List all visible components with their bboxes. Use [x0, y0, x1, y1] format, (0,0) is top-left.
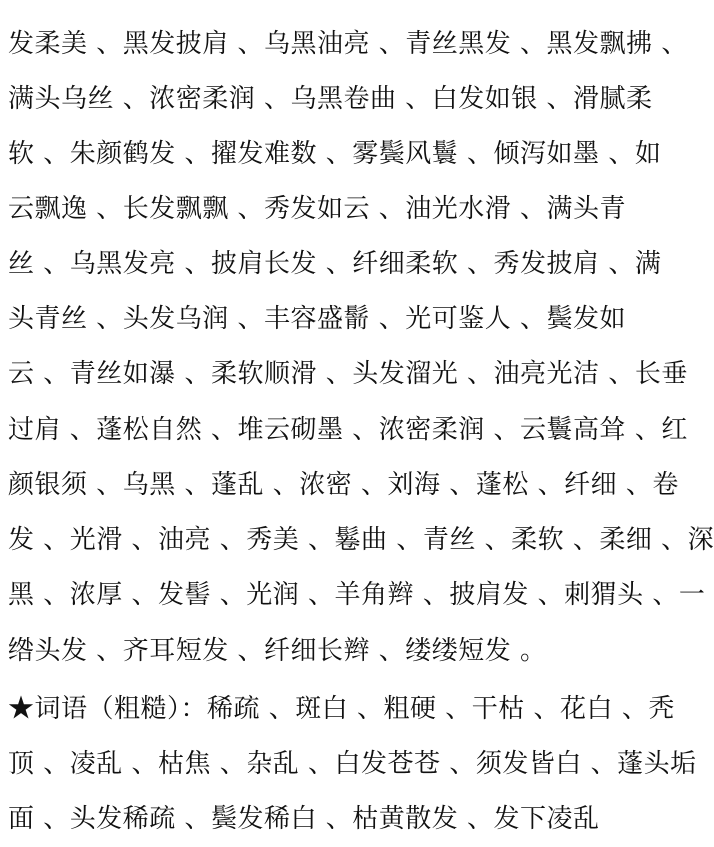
text-line-3: 软 、朱颜鹤发 、擢发难数 、雾鬓风鬟 、倾泻如墨 、如 [8, 139, 662, 169]
text-line-2: 满头乌丝 、浓密柔润 、乌黑卷曲 、白发如银 、滑腻柔 [8, 84, 653, 114]
text-line-9: 颜银须 、乌黑 、蓬乱 、浓密 、刘海 、蓬松 、纤细 、卷 [8, 470, 679, 500]
text-line-7: 云 、青丝如瀑 、柔软顺滑 、头发溜光 、油亮光洁 、长垂 [8, 359, 688, 389]
text-line-10: 发 、光滑 、油亮 、秀美 、鬈曲 、青丝 、柔软 、柔细 、深 [8, 525, 714, 555]
text-line-14: 顶 、凌乱 、枯焦 、杂乱 、白发苍苍 、须发皆白 、蓬头垢 [8, 749, 697, 779]
text-line-4: 云飘逸 、长发飘飘 、秀发如云 、油光水滑 、满头青 [8, 194, 627, 224]
text-line-8: 过肩 、蓬松自然 、堆云砌墨 、浓密柔润 、云鬟高耸 、红 [8, 415, 688, 445]
text-line-12: 绺头发 、齐耳短发 、纤细长辫 、缕缕短发 。 [8, 636, 547, 666]
text-line-15: 面 、头发稀疏 、鬓发稀白 、枯黄散发 、发下凌乱 [8, 804, 600, 834]
text-line-5: 丝 、乌黑发亮 、披肩长发 、纤细柔软 、秀发披肩 、满 [8, 249, 662, 279]
text-line-6: 头青丝 、头发乌润 、丰容盛鬋 、光可鉴人 、鬓发如 [8, 304, 627, 334]
text-line-11: 黑 、浓厚 、发髻 、光润 、羊角辫 、披肩发 、刺猬头 、一 [8, 580, 706, 610]
text-line-13: ★词语（粗糙）：稀疏 、斑白 、粗硬 、干枯 、花白 、秃 [8, 694, 675, 724]
text-line-1: 发柔美 、黑发披肩 、乌黑油亮 、青丝黑发 、黑发飘拂 、 [8, 29, 688, 59]
